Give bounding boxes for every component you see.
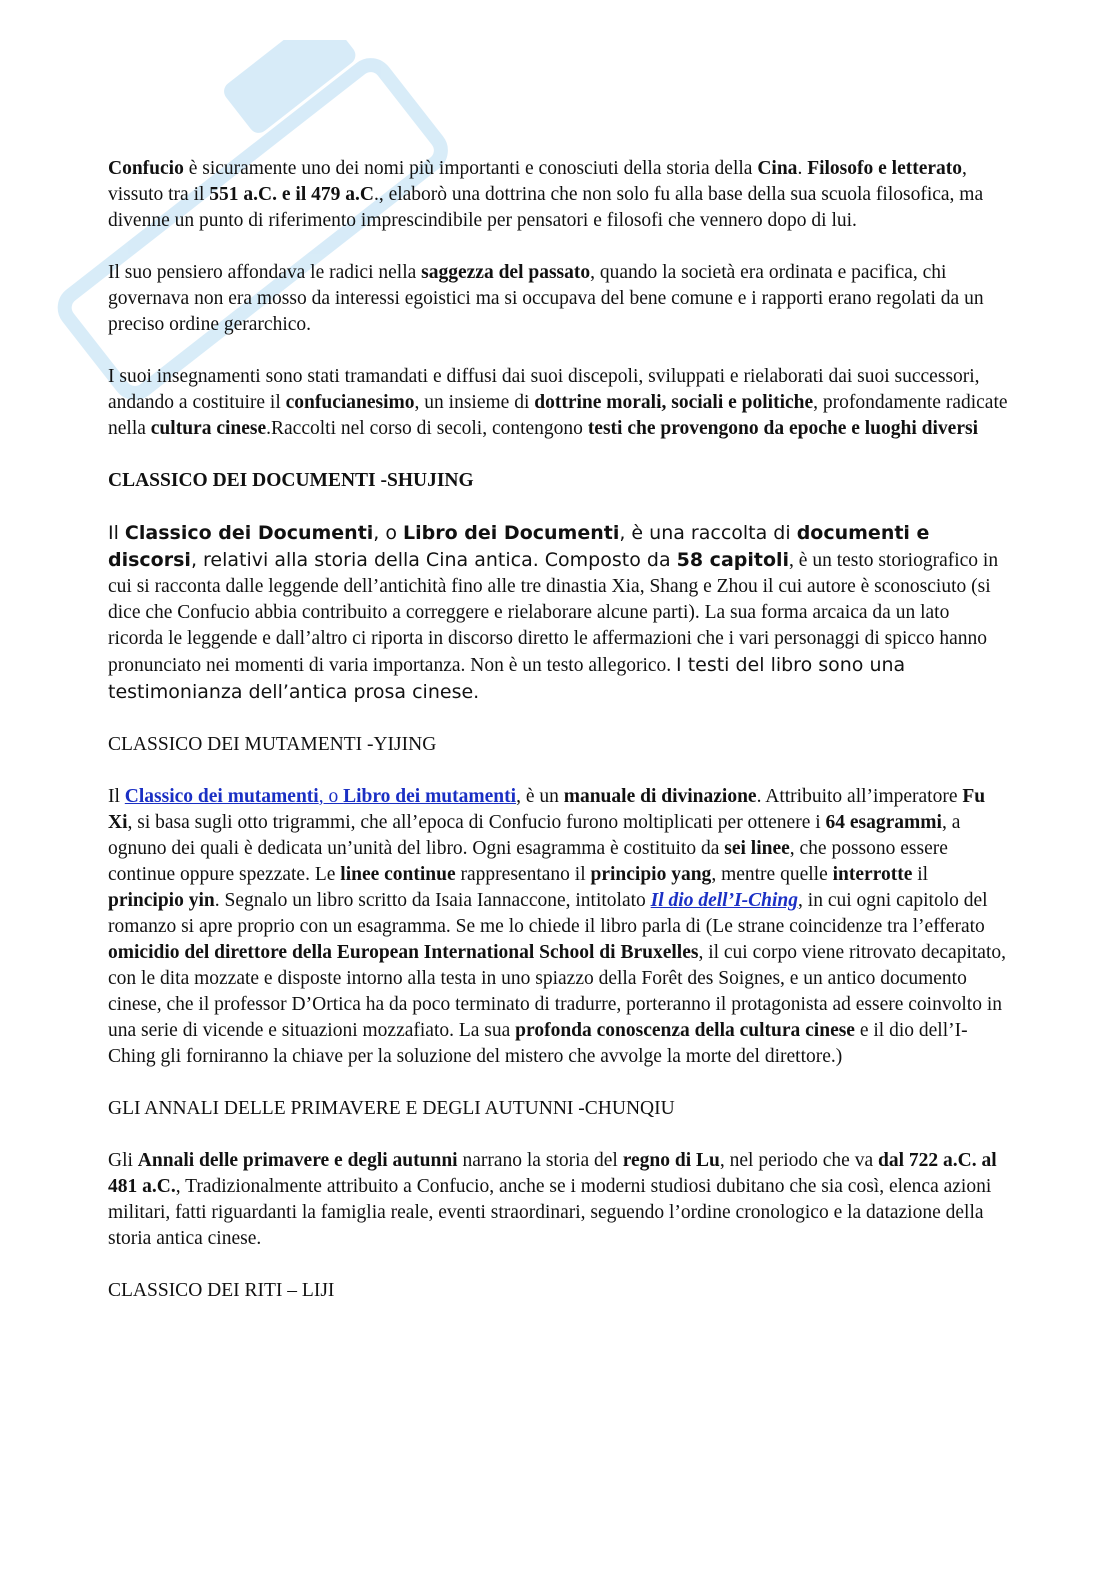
heading-chunqiu: GLI ANNALI DELLE PRIMAVERE E DEGLI AUTUNNI -CHUNQIU xyxy=(108,1098,675,1119)
paragraph-thought: Il suo pensiero affondava le radici nella saggezza del passato, quando la società era ordinata e pacifica, chi governava non era mosso da interessi egoistici ma si occupava del bene comune e i rapporti erano regolati da un preciso ordine gerarchico. xyxy=(108,262,984,335)
heading-liji: CLASSICO DEI RITI – LIJI xyxy=(108,1280,335,1301)
paragraph-shujing: Il Classico dei Documenti, o Libro dei Documenti, è una raccolta di documenti e discorsi, relativi alla storia della Cina antica. Composto da 58 capitoli, è un testo storiografico in cui si racconta dalle leggende dell’antichità fino alle tre dinastia Xia, Shang e Zhou il cui autore è sconosciuto (si dice che Confucio abbia contribuito a correggere e rielaborare alcune parti). La sua forma arcaica da un lato ricorda le leggende e dall’altro ci riporta in discorso diretto le affermazioni che i vari personaggi di spicco hanno pronunciato nei momenti di varia importanza. Non è un testo allegorico. I testi del libro sono una testimonianza dell’antica prosa cinese. xyxy=(108,522,999,703)
link-classico-mutamenti[interactable]: Classico dei mutamenti xyxy=(124,786,319,807)
paragraph-intro: Confucio è sicuramente uno dei nomi più importanti e conosciuti della storia della Cina. Filosofo e letterato, vissuto tra il 551 a.C. e il 479 a.C., elaborò una dottrina che non solo fu alla base della sua scuola filosofica, ma divenne un punto di riferimento imprescindibile per pensatori e filosofi che vennero dopo di lui. xyxy=(108,158,984,231)
paragraph-teachings: I suoi insegnamenti sono stati tramandati e diffusi dai suoi discepoli, sviluppati e rielaborati dai suoi successori, andando a costituire il confucianesimo, un insieme di dottrine morali, sociali e politiche, profondamente radicate nella cultura cinese.Raccolti nel corso di secoli, contengono testi che provengono da epoche e luoghi diversi xyxy=(108,366,1008,439)
paragraph-chunqiu: Gli Annali delle primavere e degli autunni narrano la storia del regno di Lu, nel periodo che va dal 722 a.C. al 481 a.C., Tradizionalmente attribuito a Confucio, anche se i moderni studiosi dubitano che sia così, elenca azioni militari, fatti riguardanti la famiglia reale, eventi straordinari, seguendo l’ordine cronologico e la datazione della storia antica cinese. xyxy=(108,1150,997,1249)
link-libro-mutamenti[interactable]: Libro dei mutamenti xyxy=(343,786,517,807)
link-dio-iching[interactable]: Il dio dell’I-Ching xyxy=(650,890,799,911)
paragraph-yijing: Il Classico dei mutamenti, o Libro dei mutamenti, è un manuale di divinazione. Attribuito all’imperatore Fu Xi, si basa sugli otto trigrammi, che all’epoca di Confucio furono moltiplicati per ottenere i 64 esagrammi, a ognuno dei quali è dedicata un’unità del libro. Ogni esagramma è costituito da sei linee, che possono essere continue oppure spezzate. Le linee continue rappresentano il principio yang, mentre quelle interrotte il principio yin. Segnalo un libro scritto da Isaia Iannaccone, intitolato Il dio dell’I-Ching, in cui ogni capitolo del romanzo si apre proprio con un esagramma. Se me lo chiede il libro parla di (Le strane coincidenze tra l’efferato omicidio del direttore della European International School di Bruxelles, il cui corpo viene ritrovato decapitato, con le dita mozzate e disposte intorno alla testa in uno spiazzo della Forêt des Soignes, e un antico documento cinese, che il professor D’Ortica ha da poco terminato di tradurre, porteranno il protagonista ad essere coinvolto in una serie di vicende e situazioni mozzafiato. La sua profonda conoscenza della cultura cinese e il dio dell’I-Ching gli forniranno la chiave per la soluzione del mistero che avvolge la morte del direttore.) xyxy=(108,786,1006,1067)
heading-shujing: CLASSICO DEI DOCUMENTI -SHUJING xyxy=(108,470,474,491)
document-body xyxy=(108,156,1008,1330)
heading-yijing: CLASSICO DEI MUTAMENTI -YIJING xyxy=(108,734,437,755)
link-separator[interactable]: , o xyxy=(318,786,344,807)
